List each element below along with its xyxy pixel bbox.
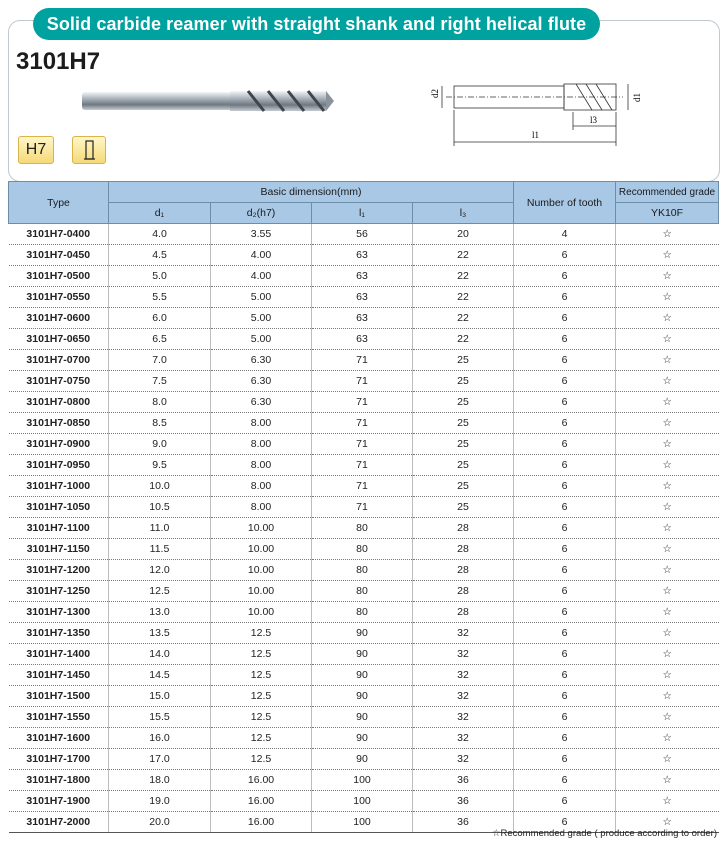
cell-l3: 25 (413, 497, 514, 518)
cell-d1: 9.5 (109, 455, 211, 476)
cell-type: 3101H7-1800 (9, 770, 109, 791)
cell-d1: 6.5 (109, 329, 211, 350)
cell-l3: 28 (413, 560, 514, 581)
cell-type: 3101H7-0550 (9, 287, 109, 308)
cell-l3: 28 (413, 602, 514, 623)
cell-l1: 63 (312, 329, 413, 350)
cell-rec: ☆ (616, 707, 719, 728)
h7-tolerance-badge: H7 (18, 136, 54, 164)
table-body (9, 224, 719, 833)
cell-l1: 90 (312, 665, 413, 686)
cell-l1: 90 (312, 749, 413, 770)
cell-l1: 71 (312, 497, 413, 518)
cell-type: 3101H7-1350 (9, 623, 109, 644)
cell-rec: ☆ (616, 413, 719, 434)
cell-d1: 7.0 (109, 350, 211, 371)
cell-d2: 12.5 (211, 686, 312, 707)
cell-teeth: 6 (514, 560, 616, 581)
cell-d1: 17.0 (109, 749, 211, 770)
cell-d2: 12.5 (211, 623, 312, 644)
l1-label: l1 (532, 130, 540, 140)
cell-type: 3101H7-1900 (9, 791, 109, 812)
footnote: ☆Recommended grade ( produce according to order) (491, 828, 717, 839)
cell-d2: 16.00 (211, 812, 312, 833)
cell-l1: 71 (312, 455, 413, 476)
cell-rec: ☆ (616, 434, 719, 455)
cell-rec: ☆ (616, 518, 719, 539)
cell-type: 3101H7-0800 (9, 392, 109, 413)
cell-l3: 25 (413, 455, 514, 476)
cell-l3: 22 (413, 308, 514, 329)
cell-d1: 15.0 (109, 686, 211, 707)
cell-l1: 71 (312, 434, 413, 455)
cell-type: 3101H7-0600 (9, 308, 109, 329)
cell-rec: ☆ (616, 560, 719, 581)
cell-d1: 15.5 (109, 707, 211, 728)
cell-d1: 10.0 (109, 476, 211, 497)
cell-rec: ☆ (616, 392, 719, 413)
cell-l1: 71 (312, 413, 413, 434)
cell-d1: 4.0 (109, 224, 211, 245)
cell-teeth: 6 (514, 266, 616, 287)
reamer-photo (80, 84, 340, 118)
cell-rec: ☆ (616, 644, 719, 665)
cell-type: 3101H7-0500 (9, 266, 109, 287)
cell-teeth: 6 (514, 812, 616, 833)
cell-type: 3101H7-0950 (9, 455, 109, 476)
cell-type: 3101H7-1600 (9, 728, 109, 749)
cell-l1: 71 (312, 476, 413, 497)
cell-d1: 19.0 (109, 791, 211, 812)
cell-d2: 16.00 (211, 770, 312, 791)
cell-l3: 25 (413, 392, 514, 413)
cell-type: 3101H7-1550 (9, 707, 109, 728)
table-row (9, 266, 719, 287)
cell-teeth: 6 (514, 350, 616, 371)
cell-l1: 90 (312, 707, 413, 728)
col-l1: l₁ (312, 203, 413, 224)
cell-rec: ☆ (616, 791, 719, 812)
cell-type: 3101H7-0850 (9, 413, 109, 434)
cell-type: 3101H7-2000 (9, 812, 109, 833)
table-row (9, 308, 719, 329)
cell-l3: 22 (413, 329, 514, 350)
cell-d1: 16.0 (109, 728, 211, 749)
col-grade-yk10f: YK10F (616, 203, 719, 224)
cell-rec: ☆ (616, 497, 719, 518)
cell-l1: 80 (312, 581, 413, 602)
cell-d1: 6.0 (109, 308, 211, 329)
cell-teeth: 6 (514, 791, 616, 812)
cell-rec: ☆ (616, 371, 719, 392)
cell-l1: 80 (312, 602, 413, 623)
cell-d2: 8.00 (211, 476, 312, 497)
table-row (9, 497, 719, 518)
cell-teeth: 6 (514, 476, 616, 497)
cell-l1: 63 (312, 308, 413, 329)
cell-l3: 32 (413, 665, 514, 686)
cell-teeth: 6 (514, 539, 616, 560)
cell-l3: 28 (413, 539, 514, 560)
cell-d2: 5.00 (211, 308, 312, 329)
table-row (9, 413, 719, 434)
cell-rec: ☆ (616, 329, 719, 350)
spec-table (8, 181, 719, 833)
cell-l1: 90 (312, 728, 413, 749)
cell-d1: 14.0 (109, 644, 211, 665)
cell-d1: 13.5 (109, 623, 211, 644)
cell-l3: 28 (413, 518, 514, 539)
col-recommended-grade: Recommended grade (616, 182, 719, 203)
cell-l3: 25 (413, 371, 514, 392)
cell-teeth: 6 (514, 413, 616, 434)
cell-teeth: 6 (514, 329, 616, 350)
cell-l1: 90 (312, 644, 413, 665)
cell-d1: 14.5 (109, 665, 211, 686)
cell-d2: 12.5 (211, 707, 312, 728)
cell-d2: 10.00 (211, 518, 312, 539)
cell-teeth: 6 (514, 518, 616, 539)
cell-d1: 12.5 (109, 581, 211, 602)
table-row (9, 434, 719, 455)
cell-d2: 10.00 (211, 539, 312, 560)
cell-teeth: 6 (514, 749, 616, 770)
cell-rec: ☆ (616, 749, 719, 770)
cell-l1: 100 (312, 791, 413, 812)
cell-rec: ☆ (616, 581, 719, 602)
cell-type: 3101H7-0750 (9, 371, 109, 392)
cell-type: 3101H7-0700 (9, 350, 109, 371)
cell-l3: 32 (413, 686, 514, 707)
cell-type: 3101H7-1100 (9, 518, 109, 539)
cell-d2: 12.5 (211, 749, 312, 770)
table-row (9, 749, 719, 770)
cell-l1: 71 (312, 350, 413, 371)
cell-l3: 28 (413, 581, 514, 602)
cell-rec: ☆ (616, 665, 719, 686)
cell-d2: 10.00 (211, 602, 312, 623)
cell-rec: ☆ (616, 287, 719, 308)
cell-d2: 4.00 (211, 245, 312, 266)
cell-d1: 9.0 (109, 434, 211, 455)
col-basic-dimension: Basic dimension(mm) (109, 182, 514, 203)
l3-label: l3 (590, 115, 598, 125)
cell-l3: 32 (413, 623, 514, 644)
cell-d1: 13.0 (109, 602, 211, 623)
cell-teeth: 6 (514, 770, 616, 791)
cell-teeth: 6 (514, 707, 616, 728)
cell-d2: 8.00 (211, 434, 312, 455)
cell-l3: 25 (413, 476, 514, 497)
cell-teeth: 6 (514, 455, 616, 476)
table-row (9, 329, 719, 350)
table-row (9, 392, 719, 413)
cell-rec: ☆ (616, 812, 719, 833)
cell-type: 3101H7-1400 (9, 644, 109, 665)
cell-rec: ☆ (616, 350, 719, 371)
cell-d2: 10.00 (211, 581, 312, 602)
cell-rec: ☆ (616, 476, 719, 497)
cell-teeth: 6 (514, 728, 616, 749)
cell-type: 3101H7-1150 (9, 539, 109, 560)
cell-d1: 5.0 (109, 266, 211, 287)
cell-type: 3101H7-1050 (9, 497, 109, 518)
cell-l1: 71 (312, 392, 413, 413)
cell-type: 3101H7-0450 (9, 245, 109, 266)
col-type: Type (9, 182, 109, 224)
cell-teeth: 6 (514, 581, 616, 602)
cell-rec: ☆ (616, 728, 719, 749)
cell-type: 3101H7-1300 (9, 602, 109, 623)
cell-l3: 25 (413, 434, 514, 455)
cell-type: 3101H7-1700 (9, 749, 109, 770)
cell-d1: 20.0 (109, 812, 211, 833)
table-row (9, 518, 719, 539)
cell-teeth: 6 (514, 392, 616, 413)
cell-d1: 4.5 (109, 245, 211, 266)
cell-l1: 80 (312, 560, 413, 581)
table-row (9, 602, 719, 623)
cell-d2: 10.00 (211, 560, 312, 581)
cell-type: 3101H7-1200 (9, 560, 109, 581)
d2-label: d2 (430, 89, 440, 98)
cell-type: 3101H7-1000 (9, 476, 109, 497)
col-d1: d₁ (109, 203, 211, 224)
cell-l3: 32 (413, 728, 514, 749)
cell-d2: 8.00 (211, 497, 312, 518)
table-row (9, 644, 719, 665)
cell-l1: 90 (312, 623, 413, 644)
cell-l3: 20 (413, 224, 514, 245)
cell-rec: ☆ (616, 623, 719, 644)
cell-d1: 5.5 (109, 287, 211, 308)
table-row (9, 770, 719, 791)
cell-l1: 100 (312, 770, 413, 791)
table-row (9, 791, 719, 812)
cell-teeth: 6 (514, 602, 616, 623)
table-row (9, 707, 719, 728)
cell-l1: 80 (312, 539, 413, 560)
cell-teeth: 6 (514, 245, 616, 266)
cell-teeth: 6 (514, 287, 616, 308)
table-row (9, 665, 719, 686)
col-l3: l₃ (413, 203, 514, 224)
table-row (9, 686, 719, 707)
table-row (9, 287, 719, 308)
cell-l1: 71 (312, 371, 413, 392)
table-row (9, 539, 719, 560)
table-row (9, 350, 719, 371)
cell-teeth: 4 (514, 224, 616, 245)
cell-l3: 36 (413, 812, 514, 833)
cell-d1: 8.5 (109, 413, 211, 434)
cell-l3: 32 (413, 749, 514, 770)
cell-l1: 63 (312, 287, 413, 308)
cell-d2: 5.00 (211, 287, 312, 308)
cell-l3: 36 (413, 770, 514, 791)
table-row (9, 476, 719, 497)
table-row (9, 455, 719, 476)
table-row (9, 560, 719, 581)
cell-rec: ☆ (616, 266, 719, 287)
cell-l1: 80 (312, 518, 413, 539)
table-row (9, 224, 719, 245)
cell-l1: 56 (312, 224, 413, 245)
cell-type: 3101H7-0900 (9, 434, 109, 455)
cell-l3: 22 (413, 245, 514, 266)
table-row (9, 728, 719, 749)
table-row (9, 371, 719, 392)
cell-rec: ☆ (616, 539, 719, 560)
cell-d2: 8.00 (211, 455, 312, 476)
cell-d2: 6.30 (211, 350, 312, 371)
cell-rec: ☆ (616, 770, 719, 791)
dimension-diagram (418, 74, 663, 152)
cell-d2: 12.5 (211, 728, 312, 749)
cell-l3: 25 (413, 350, 514, 371)
cell-teeth: 6 (514, 497, 616, 518)
cell-d1: 8.0 (109, 392, 211, 413)
cell-type: 3101H7-1250 (9, 581, 109, 602)
cell-rec: ☆ (616, 224, 719, 245)
cell-d2: 16.00 (211, 791, 312, 812)
cell-l1: 63 (312, 245, 413, 266)
cell-d2: 4.00 (211, 266, 312, 287)
cell-d1: 10.5 (109, 497, 211, 518)
cell-rec: ☆ (616, 602, 719, 623)
straight-shank-icon (72, 136, 106, 164)
cell-teeth: 6 (514, 308, 616, 329)
cell-l3: 36 (413, 791, 514, 812)
col-d2: d₂(h7) (211, 203, 312, 224)
cell-d2: 6.30 (211, 392, 312, 413)
cell-d1: 7.5 (109, 371, 211, 392)
model-number: 3101H7 (16, 48, 101, 75)
cell-l1: 90 (312, 686, 413, 707)
cell-d2: 3.55 (211, 224, 312, 245)
col-number-of-tooth: Number of tooth (514, 182, 616, 224)
cell-d1: 12.0 (109, 560, 211, 581)
cell-type: 3101H7-1450 (9, 665, 109, 686)
cell-teeth: 6 (514, 434, 616, 455)
cell-teeth: 6 (514, 623, 616, 644)
cell-teeth: 6 (514, 644, 616, 665)
cell-l3: 25 (413, 413, 514, 434)
cell-teeth: 6 (514, 686, 616, 707)
cell-l3: 32 (413, 707, 514, 728)
cell-l3: 32 (413, 644, 514, 665)
cell-type: 3101H7-0650 (9, 329, 109, 350)
cell-d2: 8.00 (211, 413, 312, 434)
cell-d2: 12.5 (211, 644, 312, 665)
cell-d1: 18.0 (109, 770, 211, 791)
cell-rec: ☆ (616, 245, 719, 266)
page-title-banner: Solid carbide reamer with straight shank and right helical flute (33, 8, 600, 40)
cell-l3: 22 (413, 287, 514, 308)
cell-l3: 22 (413, 266, 514, 287)
table-row (9, 245, 719, 266)
table-row (9, 623, 719, 644)
cell-d2: 12.5 (211, 665, 312, 686)
cell-teeth: 6 (514, 665, 616, 686)
cell-l1: 100 (312, 812, 413, 833)
cell-l1: 63 (312, 266, 413, 287)
cell-teeth: 6 (514, 371, 616, 392)
cell-rec: ☆ (616, 455, 719, 476)
cell-d1: 11.0 (109, 518, 211, 539)
cell-type: 3101H7-0400 (9, 224, 109, 245)
cell-d1: 11.5 (109, 539, 211, 560)
cell-rec: ☆ (616, 686, 719, 707)
cell-d2: 5.00 (211, 329, 312, 350)
cell-rec: ☆ (616, 308, 719, 329)
d1-label: d1 (632, 93, 642, 102)
cell-d2: 6.30 (211, 371, 312, 392)
table-row (9, 581, 719, 602)
cell-type: 3101H7-1500 (9, 686, 109, 707)
